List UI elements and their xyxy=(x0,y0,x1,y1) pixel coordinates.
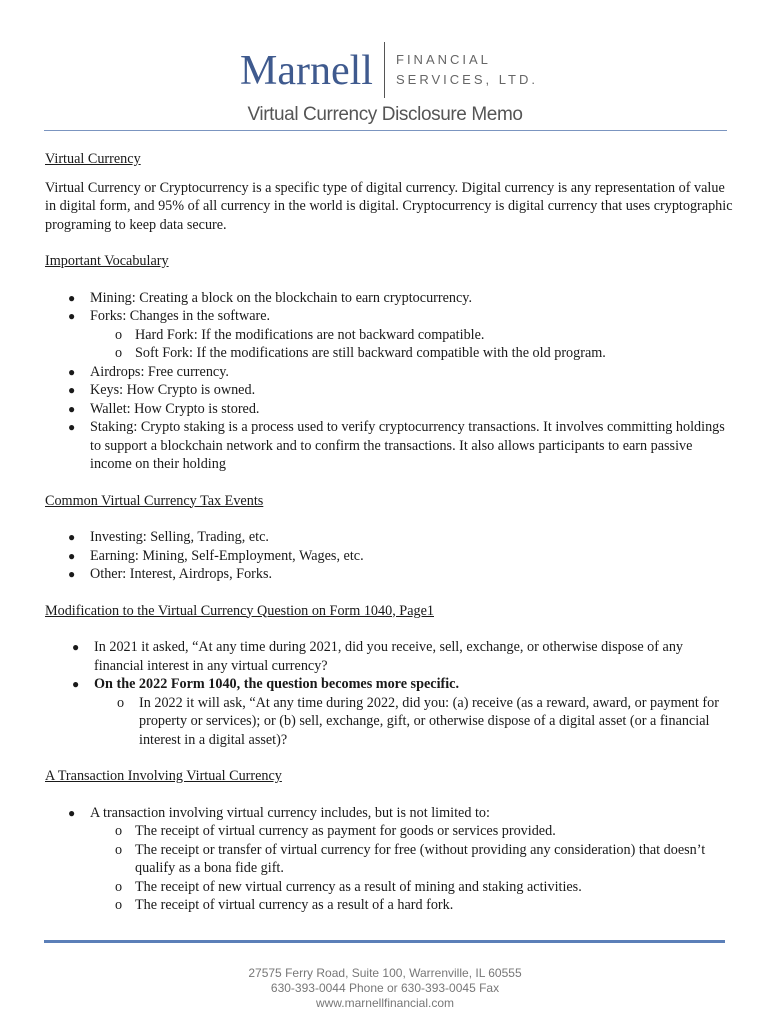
sub-list-item: o The receipt of new virtual currency as a result of mining and staking activities. xyxy=(115,878,582,895)
section-heading-transaction: A Transaction Involving Virtual Currency xyxy=(45,768,282,784)
fork-sublist xyxy=(90,326,735,363)
sub-list-item: o The receipt or transfer of virtual currency for free (without providing any consideration) that doesn’t qualify as a bona fide gift. xyxy=(115,841,706,876)
circle-bullet-icon: o xyxy=(115,878,123,895)
bullet-icon: ● xyxy=(68,401,76,416)
virtual-currency-paragraph: Virtual Currency or Cryptocurrency is a specific type of digital currency. Digital currency is any representation of value in digital form, and 95% of all currency in the world is digital. Cryptocurrency is digital currency that uses cryptographic programing to keep data secure. xyxy=(45,179,733,233)
section-heading-vocabulary: Important Vocabulary xyxy=(45,253,169,269)
footer-phone: 630-393-0044 Phone or 630-393-0045 Fax xyxy=(270,981,500,995)
circle-bullet-icon: o xyxy=(115,841,123,858)
list-item: ● Investing: Selling, Trading, etc. xyxy=(68,529,269,545)
bullet-icon: ● xyxy=(68,383,76,397)
footer xyxy=(0,966,770,1011)
circle-bullet-icon: o xyxy=(117,694,125,711)
company-logo xyxy=(0,40,770,100)
circle-bullet-icon: o xyxy=(115,345,123,361)
list-item: ● Airdrops: Free currency. xyxy=(68,363,229,380)
list-item: ● Staking: Crypto staking is a process used to verify cryptocurrency transactions. It involves committing holdings to support a blockchain network and to confirm the transactions. It also allows participants to earn passive income on their holding xyxy=(68,419,725,472)
list-item: ● Forks: Changes in the software. o Hard Fork: If the modifications are not backward compatible. o Soft Fork: If the modifications are still backward compatible with the old program. xyxy=(45,307,735,363)
list-item: ● Earning: Mining, Self-Employment, Wages, etc. xyxy=(68,547,364,564)
bullet-icon: ● xyxy=(68,805,76,820)
circle-bullet-icon: o xyxy=(115,823,123,839)
bullet-icon: ● xyxy=(68,548,76,563)
transaction-list xyxy=(45,804,735,915)
logo-wordmark: Marnell xyxy=(240,48,373,94)
logo-divider xyxy=(384,42,385,98)
section-heading-tax-events: Common Virtual Currency Tax Events xyxy=(45,492,264,509)
bullet-icon: ● xyxy=(72,677,80,691)
list-item: ● Keys: How Crypto is owned. xyxy=(68,382,256,398)
sub-list-item: o The receipt of virtual currency as payment for goods or services provided. xyxy=(115,823,556,839)
tax-events-list xyxy=(45,528,735,584)
footer-address: 27575 Ferry Road, Suite 100, Warrenville, IL 60555 xyxy=(248,966,522,980)
section-heading-form-question: Modification to the Virtual Currency Question on Form 1040, Page1 xyxy=(45,602,434,619)
form-question-list xyxy=(45,638,735,749)
list-item: ● A transaction involving virtual currency includes, but is not limited to: o The receipt of virtual currency as payment for goods or services provided. o The receipt or transfer of virtual currency for free (without providing any consideration) that doesn’t qualify as a bona fide gift. o The receipt of new virtual currency as a result of mining and staking activities. o The receipt of virtual currency as a result of a hard fork. xyxy=(45,804,735,915)
footer-rule xyxy=(44,940,725,943)
list-item: ● In 2021 it asked, “At any time during 2021, did you receive, sell, exchange, or otherwise dispose of any financial interest in any virtual currency? xyxy=(72,639,684,674)
circle-bullet-icon: o xyxy=(115,897,123,913)
memo-title: Virtual Currency Disclosure Memo xyxy=(247,104,523,125)
circle-bullet-icon: o xyxy=(115,326,123,343)
bullet-icon: ● xyxy=(68,530,76,544)
list-item: ● Wallet: How Crypto is stored. xyxy=(68,400,260,417)
sub-list-item: o In 2022 it will ask, “At any time during 2022, did you: (a) receive (as a reward, award, or payment for property or services); or (b) sell, exchange, gift, or otherwise dispose of a digital asset (or a financial interest in a digital asset)? xyxy=(117,694,719,748)
header-rule xyxy=(44,130,727,131)
bullet-icon: ● xyxy=(68,420,76,434)
bullet-icon: ● xyxy=(68,364,76,379)
logo-tagline-1: FINANCIAL xyxy=(396,52,491,67)
sub-list-item: o The receipt of virtual currency as a result of a hard fork. xyxy=(115,897,454,913)
bullet-icon: ● xyxy=(72,640,80,654)
memo-body xyxy=(45,150,735,915)
bullet-icon: ● xyxy=(68,309,76,323)
list-item: ● On the 2022 Form 1040, the question becomes more specific. o In 2022 it will ask, “At any time during 2022, did you: (a) receive (as a reward, award, or payment for property or services); or (b) sell, exchange, gift, or otherwise dispose of a digital asset (or a financial interest in a digital asset)? xyxy=(45,675,735,749)
logo-tagline-2: SERVICES, LTD. xyxy=(396,72,538,87)
transaction-sublist xyxy=(90,822,735,915)
sub-list-item: o Hard Fork: If the modifications are not backward compatible. xyxy=(115,326,485,343)
section-heading-virtual-currency: Virtual Currency xyxy=(45,151,141,167)
bullet-icon: ● xyxy=(68,290,76,305)
bullet-icon: ● xyxy=(68,567,76,581)
sub-list-item: o Soft Fork: If the modifications are still backward compatible with the old program. xyxy=(115,345,606,361)
list-item: ● Mining: Creating a block on the blockchain to earn cryptocurrency. xyxy=(68,289,473,306)
form-question-sublist xyxy=(94,694,735,750)
footer-website[interactable]: www.marnellfinancial.com xyxy=(315,996,455,1010)
vocabulary-list xyxy=(45,289,735,474)
list-item: ● Other: Interest, Airdrops, Forks. xyxy=(68,566,273,582)
